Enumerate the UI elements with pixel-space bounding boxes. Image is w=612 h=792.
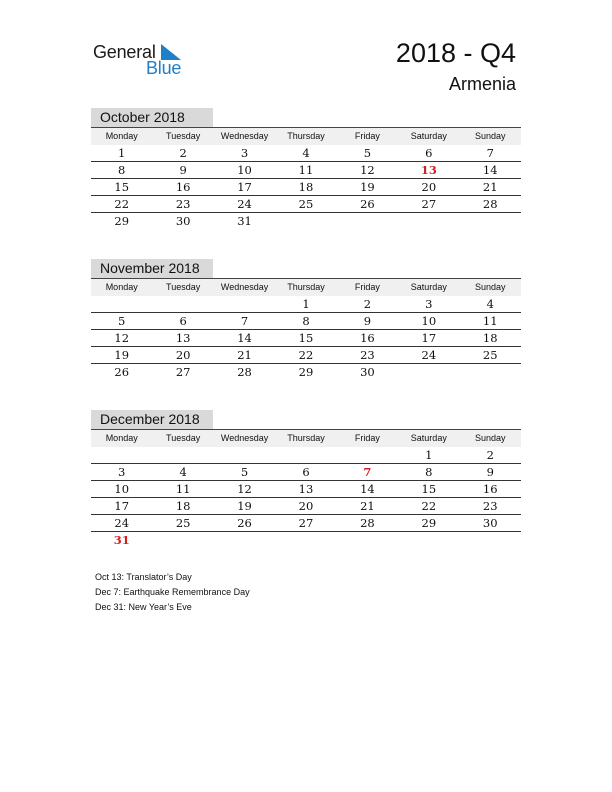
day-cell: 2 bbox=[486, 448, 494, 462]
day-cell: 7 bbox=[240, 314, 249, 328]
day-cell: 4 bbox=[302, 146, 310, 160]
day-cell: 6 bbox=[179, 314, 187, 328]
day-cell: 1 bbox=[425, 448, 433, 462]
day-cell: 8 bbox=[425, 465, 433, 479]
day-cell: 2 bbox=[179, 146, 187, 160]
week-row bbox=[91, 364, 521, 380]
day-cell: 20 bbox=[298, 499, 314, 513]
day-cell bbox=[91, 296, 152, 312]
day-cell: 10 bbox=[237, 163, 252, 177]
day-cell: 25 bbox=[482, 348, 498, 362]
day-cell: 13 bbox=[298, 482, 314, 496]
day-cell bbox=[214, 296, 275, 312]
day-cell: 15 bbox=[421, 482, 437, 496]
weekday-header bbox=[91, 128, 521, 145]
day-cell: 20 bbox=[175, 348, 191, 362]
day-cell: 12 bbox=[360, 163, 375, 177]
day-cell: 27 bbox=[298, 516, 314, 530]
week-row bbox=[91, 179, 521, 196]
month-calendar bbox=[91, 259, 521, 380]
logo-text-blue: Blue bbox=[146, 58, 182, 78]
day-cell: 14 bbox=[237, 331, 252, 345]
day-cell bbox=[152, 447, 213, 463]
week-row bbox=[91, 296, 521, 313]
week-row bbox=[91, 515, 521, 532]
day-cell: 23 bbox=[360, 348, 375, 362]
day-cell bbox=[337, 532, 398, 548]
week-row bbox=[91, 213, 521, 229]
day-cell bbox=[214, 447, 275, 463]
day-cell bbox=[398, 364, 459, 380]
day-cell: 21 bbox=[237, 348, 252, 362]
weekday-label: Tuesday bbox=[166, 282, 201, 292]
weekday-label: Wednesday bbox=[220, 433, 269, 443]
weekday-label: Wednesday bbox=[220, 282, 269, 292]
day-cell: 3 bbox=[240, 146, 249, 160]
day-cell bbox=[275, 532, 336, 548]
weekday-label: Thursday bbox=[287, 433, 325, 443]
day-cell: 17 bbox=[421, 331, 437, 345]
day-cell: 4 bbox=[179, 465, 187, 479]
month-calendar bbox=[91, 410, 521, 548]
month-title: October 2018 bbox=[91, 108, 213, 127]
week-row bbox=[91, 498, 521, 515]
day-cell: 12 bbox=[237, 482, 252, 496]
weekday-label: Thursday bbox=[287, 282, 325, 292]
day-cell: 19 bbox=[360, 180, 375, 194]
weekday-header bbox=[91, 430, 521, 447]
day-cell: 18 bbox=[482, 331, 498, 345]
weekday-label: Sunday bbox=[474, 433, 506, 443]
day-cell: 30 bbox=[360, 365, 375, 379]
country-name: Armenia bbox=[448, 74, 516, 94]
day-cell: 28 bbox=[237, 365, 252, 379]
day-cell: 31 bbox=[237, 214, 252, 228]
day-cell: 5 bbox=[240, 465, 249, 479]
day-cell: 11 bbox=[175, 482, 191, 496]
week-row bbox=[91, 330, 521, 347]
day-cell: 27 bbox=[175, 365, 191, 379]
weekday-label: Friday bbox=[354, 131, 380, 141]
day-cell bbox=[460, 364, 521, 380]
day-cell: 27 bbox=[421, 197, 437, 211]
day-cell: 6 bbox=[302, 465, 310, 479]
day-cell: 1 bbox=[118, 146, 126, 160]
generalblue-logo bbox=[93, 42, 193, 82]
day-cell: 11 bbox=[482, 314, 498, 328]
day-cell: 2 bbox=[363, 297, 372, 311]
day-cell: 11 bbox=[298, 163, 314, 177]
day-cell: 16 bbox=[175, 180, 191, 194]
day-cell bbox=[152, 532, 213, 548]
week-row bbox=[91, 532, 521, 548]
weekday-label: Wednesday bbox=[220, 131, 269, 141]
week-row bbox=[91, 347, 521, 364]
day-cell bbox=[275, 447, 336, 463]
month-calendar bbox=[91, 108, 521, 229]
day-cell: 5 bbox=[363, 146, 372, 160]
day-cell: 24 bbox=[114, 516, 130, 530]
week-row bbox=[91, 447, 521, 464]
week-row bbox=[91, 464, 521, 481]
day-cell: 17 bbox=[114, 499, 130, 513]
day-cell: 28 bbox=[482, 197, 498, 211]
day-cell bbox=[337, 447, 398, 463]
day-cell: 9 bbox=[363, 314, 372, 328]
weekday-label: Friday bbox=[354, 282, 380, 292]
week-row bbox=[91, 162, 521, 179]
day-cell: 7 bbox=[486, 146, 494, 160]
weekday-label: Saturday bbox=[410, 433, 447, 443]
day-cell: 23 bbox=[175, 197, 191, 211]
day-cell: 26 bbox=[114, 365, 130, 379]
day-cell: 3 bbox=[425, 297, 433, 311]
weekday-label: Thursday bbox=[287, 131, 325, 141]
week-row bbox=[91, 481, 521, 498]
day-cell: 15 bbox=[298, 331, 314, 345]
day-cell: 26 bbox=[237, 516, 252, 530]
weekday-label: Tuesday bbox=[166, 433, 201, 443]
day-cell: 8 bbox=[302, 314, 310, 328]
weekday-label: Monday bbox=[105, 433, 138, 443]
day-cell: 1 bbox=[302, 297, 310, 311]
weekday-label: Monday bbox=[105, 131, 138, 141]
day-cell: 3 bbox=[118, 465, 126, 479]
holiday-note: Dec 31: New Year’s Eve bbox=[95, 602, 192, 612]
day-cell bbox=[152, 296, 213, 312]
day-cell: 22 bbox=[421, 499, 437, 513]
day-cell bbox=[398, 532, 459, 548]
day-cell: 21 bbox=[360, 499, 375, 513]
day-cell bbox=[460, 213, 521, 229]
day-cell: 31 bbox=[113, 533, 130, 547]
day-cell bbox=[214, 532, 275, 548]
day-cell: 19 bbox=[237, 499, 252, 513]
day-cell: 12 bbox=[114, 331, 130, 345]
day-cell: 18 bbox=[298, 180, 314, 194]
day-cell: 24 bbox=[421, 348, 437, 362]
weekday-label: Sunday bbox=[474, 131, 506, 141]
day-cell bbox=[337, 213, 398, 229]
day-cell: 25 bbox=[298, 197, 314, 211]
holiday-note: Oct 13: Translator’s Day bbox=[95, 572, 192, 582]
logo-text-general: General bbox=[93, 42, 156, 62]
day-cell: 13 bbox=[175, 331, 191, 345]
day-cell: 17 bbox=[237, 180, 252, 194]
weekday-label: Friday bbox=[354, 433, 380, 443]
day-cell: 29 bbox=[421, 516, 437, 530]
day-cell: 22 bbox=[298, 348, 314, 362]
day-cell: 9 bbox=[179, 163, 187, 177]
day-cell: 14 bbox=[482, 163, 498, 177]
day-cell bbox=[91, 447, 152, 463]
holiday-notes bbox=[95, 570, 250, 615]
day-cell: 14 bbox=[360, 482, 375, 496]
day-cell: 10 bbox=[114, 482, 130, 496]
day-cell: 23 bbox=[482, 499, 498, 513]
day-cell: 30 bbox=[482, 516, 498, 530]
day-cell: 20 bbox=[421, 180, 437, 194]
weekday-header bbox=[91, 279, 521, 296]
day-cell: 4 bbox=[486, 297, 494, 311]
day-cell bbox=[275, 213, 336, 229]
day-cell: 6 bbox=[425, 146, 433, 160]
day-cell: 16 bbox=[482, 482, 498, 496]
day-cell: 18 bbox=[175, 499, 191, 513]
day-cell: 26 bbox=[360, 197, 375, 211]
day-cell: 21 bbox=[482, 180, 498, 194]
day-cell bbox=[398, 213, 459, 229]
day-cell: 16 bbox=[360, 331, 375, 345]
day-cell: 29 bbox=[298, 365, 314, 379]
month-title: November 2018 bbox=[91, 259, 213, 278]
weekday-label: Sunday bbox=[474, 282, 506, 292]
weekday-label: Monday bbox=[105, 282, 138, 292]
day-cell: 13 bbox=[420, 163, 437, 177]
day-cell: 8 bbox=[118, 163, 126, 177]
week-row bbox=[91, 145, 521, 162]
day-cell: 25 bbox=[175, 516, 191, 530]
day-cell: 15 bbox=[114, 180, 130, 194]
weekday-label: Saturday bbox=[410, 131, 447, 141]
day-cell: 22 bbox=[114, 197, 130, 211]
day-cell bbox=[460, 532, 521, 548]
day-cell: 9 bbox=[486, 465, 494, 479]
day-cell: 24 bbox=[237, 197, 252, 211]
week-row bbox=[91, 196, 521, 213]
weekday-label: Saturday bbox=[410, 282, 447, 292]
day-cell: 7 bbox=[363, 465, 372, 479]
week-row bbox=[91, 313, 521, 330]
day-cell: 5 bbox=[118, 314, 126, 328]
month-title: December 2018 bbox=[91, 410, 213, 429]
day-cell: 28 bbox=[360, 516, 375, 530]
day-cell: 10 bbox=[421, 314, 437, 328]
day-cell: 29 bbox=[114, 214, 130, 228]
weekday-label: Tuesday bbox=[166, 131, 201, 141]
page-title: 2018 - Q4 bbox=[395, 38, 516, 68]
holiday-note: Dec 7: Earthquake Remembrance Day bbox=[95, 587, 250, 597]
day-cell: 30 bbox=[175, 214, 191, 228]
day-cell: 19 bbox=[114, 348, 130, 362]
